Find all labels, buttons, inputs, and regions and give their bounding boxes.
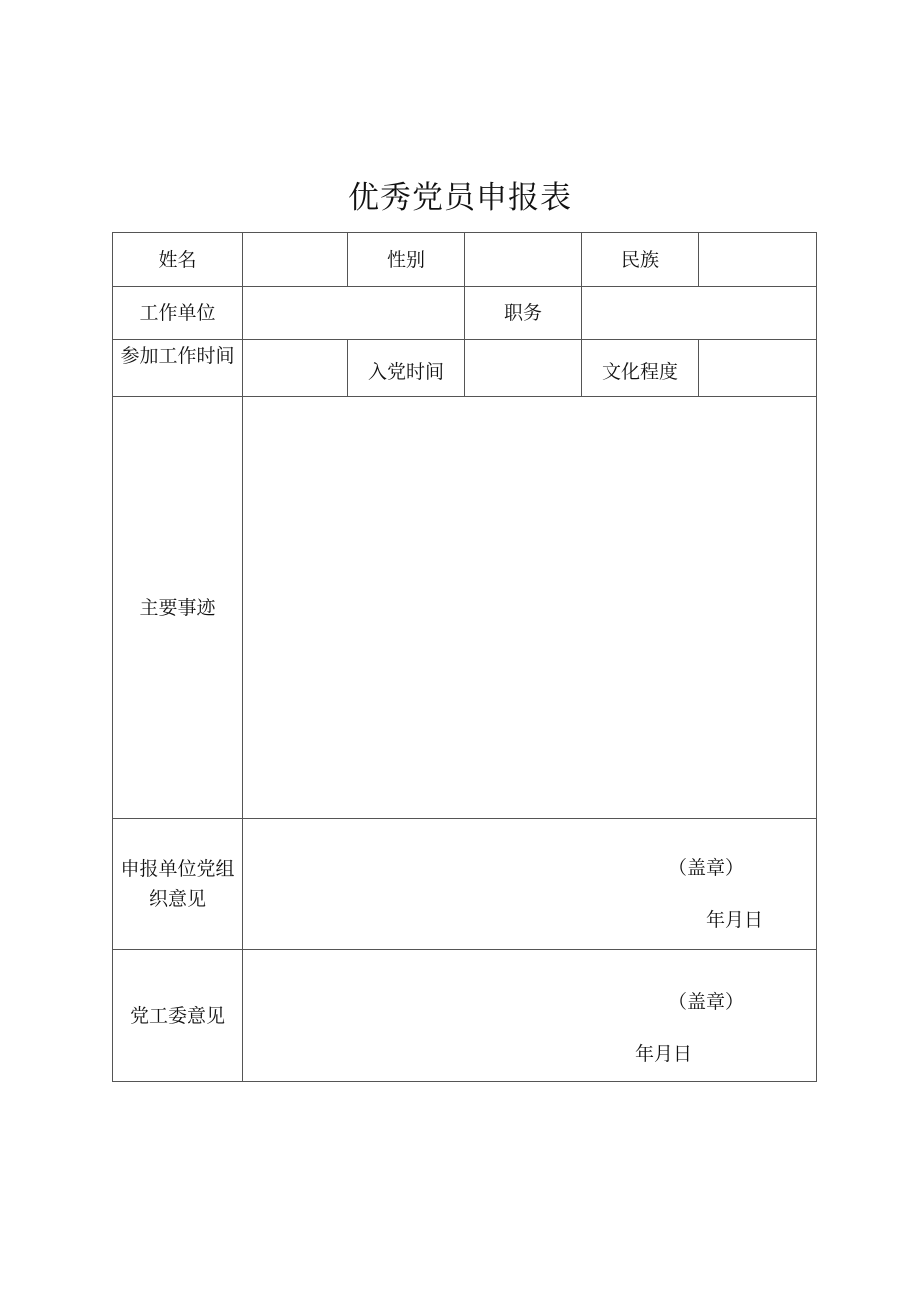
education-label: 文化程度: [582, 340, 699, 397]
main-deeds-label: 主要事迹: [113, 397, 243, 819]
education-field[interactable]: [699, 340, 817, 397]
work-start-time-field[interactable]: [243, 340, 348, 397]
seal-note: （盖章）: [668, 991, 745, 1013]
position-field[interactable]: [582, 287, 817, 340]
ethnicity-label: 民族: [582, 233, 699, 287]
form-title: 优秀党员申报表: [348, 180, 572, 216]
gender-label: 性别: [348, 233, 465, 287]
workplace-field[interactable]: [243, 287, 465, 340]
work-start-time-label: 参加工作时间: [113, 340, 243, 397]
name-field[interactable]: [243, 233, 348, 287]
application-form-table: [112, 232, 817, 1082]
table-row-deeds: [113, 397, 817, 819]
table-row-dates: [113, 340, 817, 397]
join-party-time-field[interactable]: [465, 340, 582, 397]
name-label: 姓名: [113, 233, 243, 287]
unit-party-opinion-field[interactable]: [243, 819, 817, 950]
join-party-time-label: 入党时间: [348, 340, 465, 397]
table-row-committee-opinion: [113, 950, 817, 1082]
table-row-basic-info: [113, 233, 817, 287]
main-deeds-field[interactable]: [243, 397, 817, 819]
workplace-label: 工作单位: [113, 287, 243, 340]
table-row-unit-opinion: [113, 819, 817, 950]
committee-opinion-label: 党工委意见: [113, 950, 243, 1082]
date-line: 年月日: [635, 1043, 693, 1065]
date-line: 年月日: [706, 909, 764, 931]
committee-opinion-field[interactable]: [243, 950, 817, 1082]
table-row-workplace: [113, 287, 817, 340]
position-label: 职务: [465, 287, 582, 340]
seal-note: （盖章）: [668, 857, 745, 879]
ethnicity-field[interactable]: [699, 233, 817, 287]
gender-field[interactable]: [465, 233, 582, 287]
unit-party-opinion-label: 申报单位党组织意见: [113, 819, 243, 950]
